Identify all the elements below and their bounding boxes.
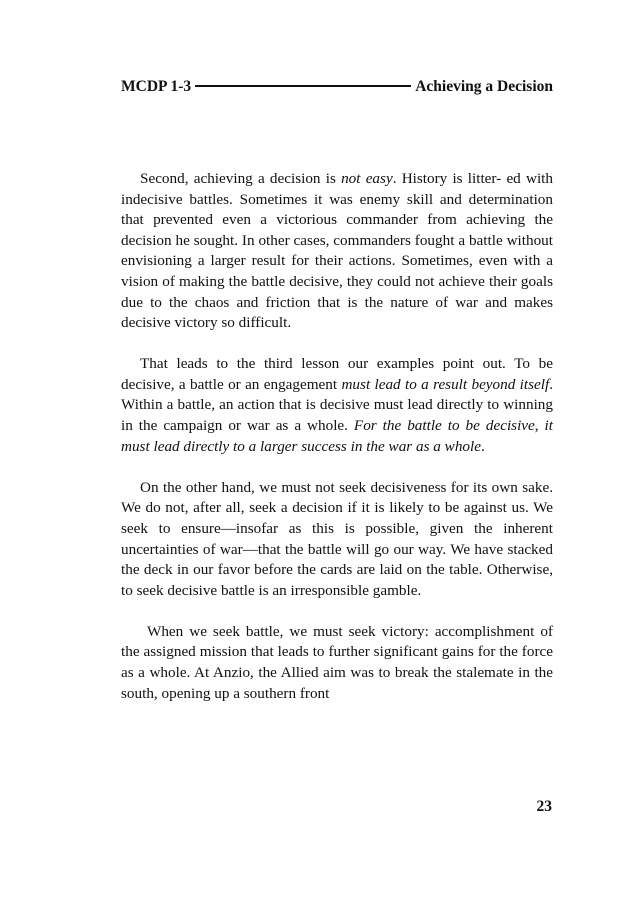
paragraph-2-text-cont: . Within a battle, an action that is decisive must lead directly to winning in the campaign or war as a whole.	[121, 375, 553, 435]
paragraph-1-emphasis: not easy	[341, 170, 393, 187]
header-rule	[195, 85, 411, 87]
running-header	[121, 76, 553, 98]
paragraph-1-text: Second, achieving a decision is	[140, 170, 342, 187]
paragraph-4: When we seek battle, we must seek victory: accomplishment of the assigned mission that leads to further significant gains for the force as a whole. At Anzio, the Allied aim was to break the stalemate in the south, opening up a southern front	[121, 622, 553, 702]
paragraph-2	[121, 354, 553, 457]
paragraph-2-emphasis: must lead to a result beyond itself	[341, 375, 550, 393]
header-publication-id: MCDP 1-3	[121, 78, 192, 95]
page-number: 23	[536, 798, 552, 815]
paragraph-1	[121, 169, 553, 334]
paragraph-3: On the other hand, we must not seek decisiveness for its own sake. We do not, after all, seek a decision if it is likely to be against us. We seek to ensure—insofar as this is possible, given the inherent uncertainties of war—that the battle will go our way. We have stacked the deck in our favor before the cards are laid on the table. Otherwise, to seek decisive battle is an irresponsible gamble.	[121, 478, 553, 599]
header-chapter-title: Achieving a Decision	[415, 78, 553, 95]
paragraph-2-text: That leads to the third lesson our examples point out. To be decisive, a battle or an engagement	[121, 355, 553, 393]
paragraph-1-text-cont: . History is litter- ed with indecisive battles. Sometimes it was enemy skill and determination that prevented even a victorious commander from achieving the decision he sought. In other cases, commanders fought a battle without envisioning a larger result for their actions. Sometimes, even with a vision of making the battle decisive, they could not achieve their goals due to the chaos and friction that is the nature of war and makes decisive victory so difficult.	[121, 170, 553, 332]
body-text	[121, 169, 553, 725]
paragraph-2-end: .	[480, 437, 485, 455]
paragraph-2-key-principle: For the battle to be decisive, it must lead directly to a larger success in the war as a whole	[121, 417, 553, 455]
